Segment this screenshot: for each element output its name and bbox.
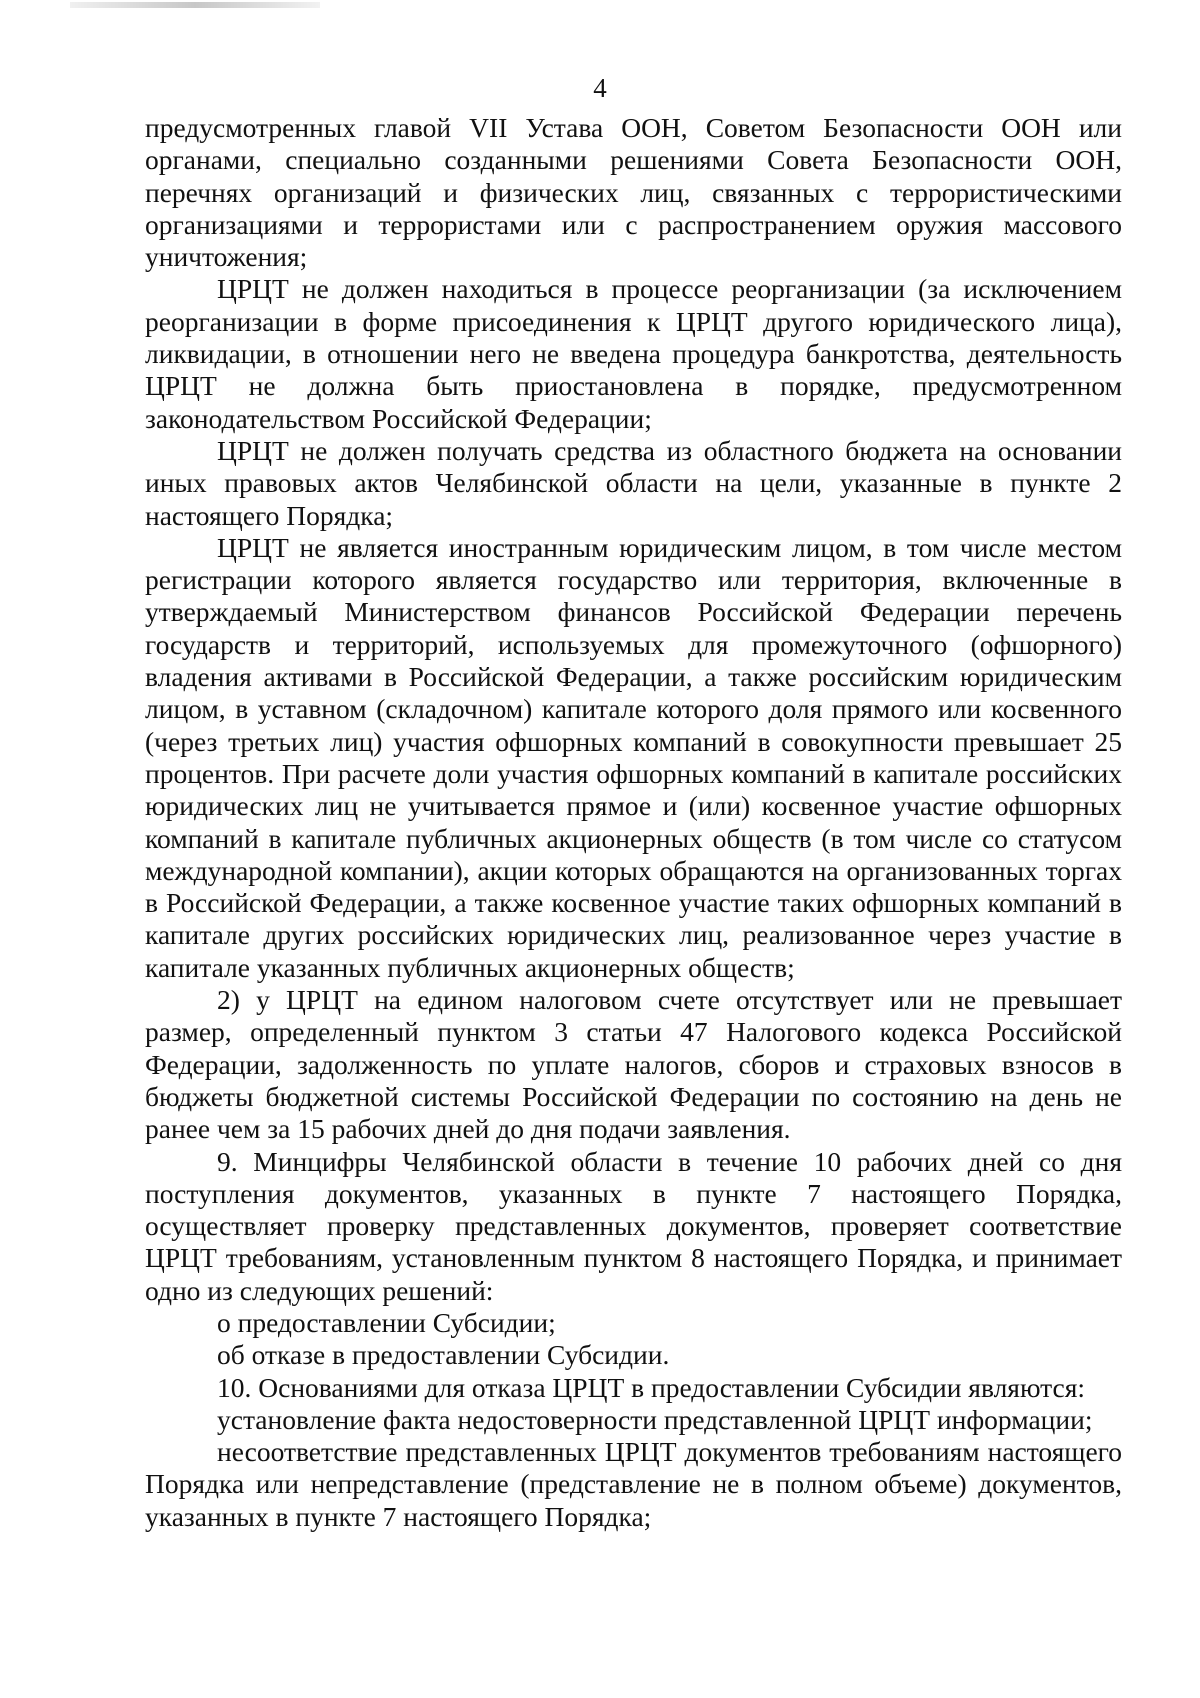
paragraph-continuation: предусмотренных главой VII Устава ООН, Советом Безопасности ООН или органами, специально созданными решениями Совета Безопасности ООН, перечнях организаций и физических лиц, связанных с террористическими организациями и террористами или с распространением оружия массового уничтожения; (145, 112, 1122, 273)
page-number: 4 (593, 73, 607, 103)
paragraph-decision-refusal: об отказе в предоставлении Субсидии. (217, 1339, 670, 1371)
paragraph-item-10: 10. Основаниями для отказа ЦРЦТ в предоставлении Субсидии являются: (217, 1371, 1085, 1403)
document-body (145, 112, 1122, 1533)
paragraph-foreign-entity: ЦРЦТ не является иностранным юридическим лицом, в том числе местом регистрации которого является государство или территория, включенные в утверждаемый Министерством финансов Российской Федерации перечень государств и территорий, используемых для промежуточного (офшорного) владения активами в Российской Федерации, а также российским юридическим лицом, в уставном (складочном) капитале которого доля прямого или косвенного (через третьих лиц) участия офшорных компаний в совокупности превышает 25 процентов. При расчете доли участия офшорных компаний в капитале российских юридических лиц не учитывается прямое и (или) косвенное участие офшорных компаний в капитале публичных акционерных обществ (в том числе со статусом международной компании), акции которых обращаются на организованных торгах в Российской Федерации, а также косвенное участие таких офшорных компаний в капитале других российских юридических лиц, реализованное через участие в капитале указанных публичных акционерных обществ; (145, 531, 1122, 983)
paragraph-noncompliance: несоответствие представленных ЦРЦТ документов требованиям настоящего Порядка или непредставление (представление не в полном объеме) документов, указанных в пункте 7 настоящего Порядка; (145, 1436, 1122, 1532)
paragraph-unreliable-info: установление факта недостоверности представленной ЦРЦТ информации; (217, 1403, 1093, 1435)
paragraph-item-9: 9. Минцифры Челябинской области в течение 10 рабочих дней со дня поступления документов, указанных в пункте 7 настоящего Порядка, осуществляет проверку представленных документов, проверяет соответствие ЦРЦТ требованиям, установленным пунктом 8 настоящего Порядка, и принимает одно из следующих решений: (145, 1145, 1122, 1306)
scan-artifact (70, 2, 320, 8)
paragraph-reorganization: ЦРЦТ не должен находиться в процессе реорганизации (за исключением реорганизации в форме присоединения к ЦРЦТ другого юридического лица), ликвидации, в отношении него не введена процедура банкротства, деятельность ЦРЦТ не должна быть приостановлена в порядке, предусмотренном законодательством Российской Федерации; (145, 273, 1122, 434)
paragraph-budget-funds: ЦРЦТ не должен получать средства из областного бюджета на основании иных правовых актов Челябинской области на цели, указанные в пункте 2 настоящего Порядка; (145, 434, 1122, 531)
paragraph-tax-debt: 2) у ЦРЦТ на едином налоговом счете отсутствует или не превышает размер, определенный пунктом 3 статьи 47 Налогового кодекса Российской Федерации, задолженность по уплате налогов, сборов и страховых взносов в бюджеты бюджетной системы Российской Федерации по состоянию на день не ранее чем за 15 рабочих дней до дня подачи заявления. (145, 984, 1122, 1145)
paragraph-decision-grant: о предоставлении Субсидии; (217, 1306, 556, 1338)
